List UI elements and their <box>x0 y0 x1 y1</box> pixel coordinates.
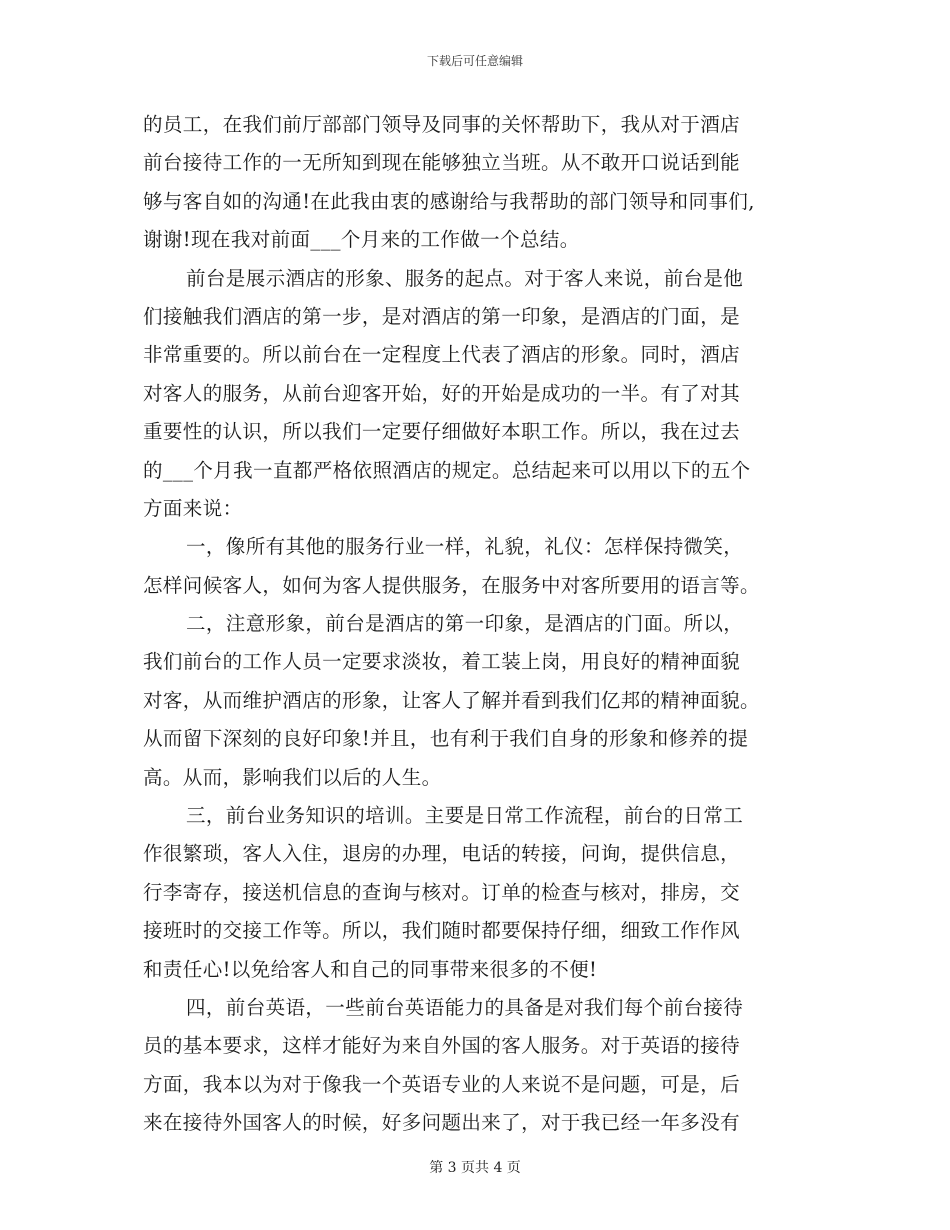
text-line: 接班时的交接工作等。所以，我们随时都要保持仔细，细致工作作风 <box>143 919 741 943</box>
text-line: 方面，我本以为对于像我一个英语专业的人来说不是问题，可是，后 <box>143 1072 741 1096</box>
text-line: 从而留下深刻的良好印象!并且，也有利于我们自身的形象和修养的提 <box>143 727 749 751</box>
page-header: 下载后可任意编辑 <box>426 54 523 68</box>
text-line: 高。从而，影响我们以后的人生。 <box>143 765 442 789</box>
text-line: 对客，从而维护酒店的形象，让客人了解并看到我们亿邦的精神面貌。 <box>143 688 760 712</box>
text-line: 和责任心!以免给客人和自己的同事带来很多的不便! <box>143 957 598 981</box>
page-footer: 第 3 页共 4 页 <box>429 1160 521 1176</box>
text-line: 我们前台的工作人员一定要求淡妆，着工装上岗，用良好的精神面貌 <box>143 650 741 674</box>
text-line: 怎样问候客人，如何为客人提供服务，在服务中对客所要用的语言等。 <box>143 573 760 597</box>
text-line: 重要性的认识，所以我们一定要仔细做好本职工作。所以，我在过去 <box>143 420 741 444</box>
text-line: 来在接待外国客人的时候，好多问题出来了，对于我已经一年多没有 <box>143 1111 741 1135</box>
text-line: 前台接待工作的一无所知到现在能够独立当班。从不敢开口说话到能 <box>143 151 741 175</box>
text-line: 方面来说： <box>143 496 243 520</box>
text-line: 作很繁琐，客人入住，退房的办理，电话的转接，问询，提供信息， <box>143 842 741 866</box>
document-body <box>143 106 823 1143</box>
text-line: 的员工，在我们前厅部部门领导及同事的关怀帮助下，我从对于酒店 <box>143 113 741 136</box>
paragraph-start: 一，像所有其他的服务行业一样，礼貌，礼仪：怎样保持微笑， <box>186 535 744 559</box>
text-line: 对客人的服务，从前台迎客开始，好的开始是成功的一半。有了对其 <box>143 381 741 405</box>
paragraph-start: 前台是展示酒店的形象、服务的起点。对于客人来说，前台是他 <box>186 266 744 290</box>
text-line: 谢谢!现在我对前面___个月来的工作做一个总结。 <box>143 228 580 252</box>
text-line: 够与客自如的沟通!在此我由衷的感谢给与我帮助的部门领导和同事们, <box>143 189 755 213</box>
text-line: 行李寄存，接送机信息的查询与核对。订单的检查与核对，排房，交 <box>143 880 741 904</box>
text-line: 们接触我们酒店的第一步，是对酒店的第一印象，是酒店的门面，是 <box>143 304 741 328</box>
text-line: 非常重要的。所以前台在一定程度上代表了酒店的形象。同时，酒店 <box>143 343 741 367</box>
text-line: 员的基本要求，这样才能好为来自外国的客人服务。对于英语的接待 <box>143 1034 741 1058</box>
paragraph-start: 三，前台业务知识的培训。主要是日常工作流程，前台的日常工 <box>186 804 744 828</box>
text-line: 的___个月我一直都严格依照酒店的规定。总结起来可以用以下的五个 <box>143 458 751 482</box>
paragraph-start: 四，前台英语，一些前台英语能力的具备是对我们每个前台接待 <box>186 995 744 1019</box>
paragraph-start: 二，注意形象，前台是酒店的第一印象，是酒店的门面。所以， <box>186 612 744 636</box>
